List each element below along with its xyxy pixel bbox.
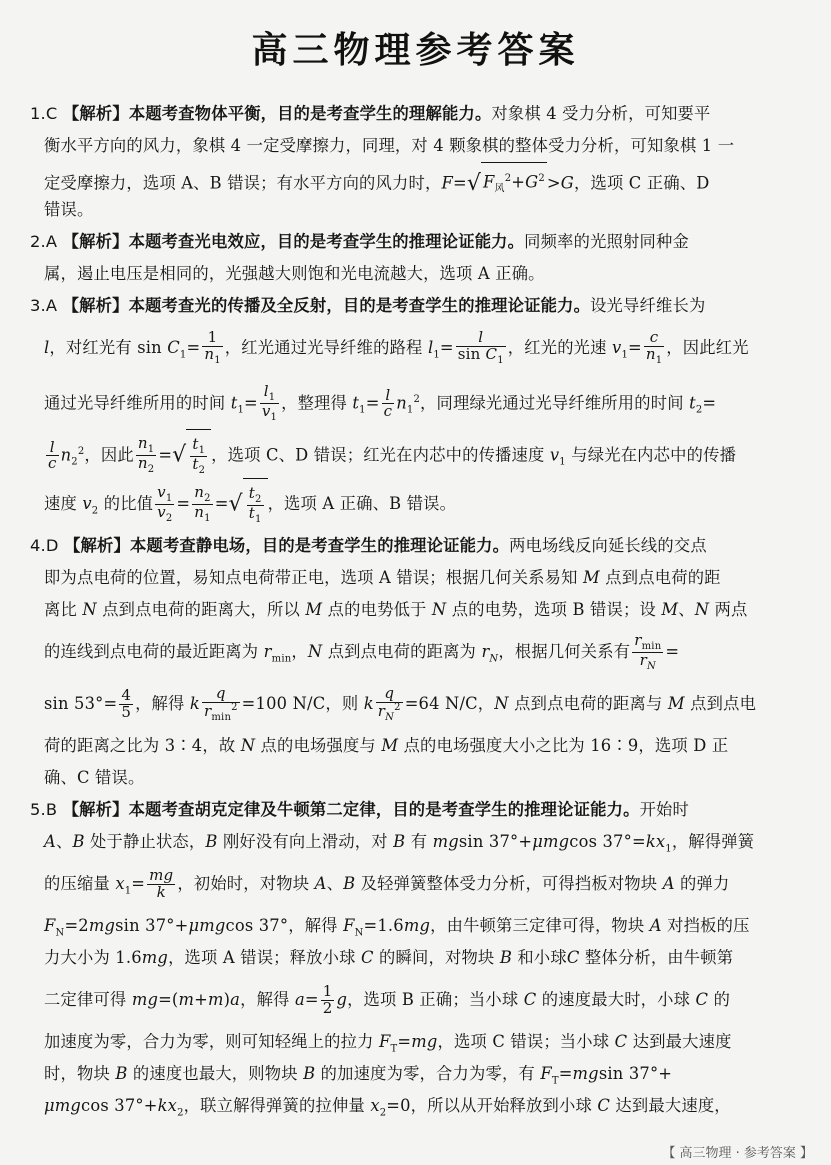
q4-line-4: 的连线到点电荷的最近距离为 $r_{min}$，N 点到点电荷的距离为 $r_N$，根据几何关系有 $\frac{r_{min}}{r_N}$ = — [44, 630, 680, 672]
q2-number: 2.A — [30, 232, 58, 251]
q4-fraction: $\frac{q}{r_N^2}$ — [377, 683, 401, 723]
page-title: 高三物理参考答案 — [251, 30, 580, 71]
q3-fraction: $\frac{l_1}{v_1}$ — [261, 381, 278, 424]
q3-fraction: $\frac{l}{c}$ — [383, 385, 393, 421]
q4-line-2: 即为点电荷的位置，易知点电荷带正电，选项 A 错误；根据几何关系易知 M 点到点电荷的距 — [44, 568, 721, 587]
q4-line-1: 4.D 【解析】本题考查静电场，目的是考查学生的推理论证能力。两电场线反向延长线的交点 — [30, 536, 707, 555]
q5-line-5: 力大小为 1.6mg，选项 A 错误；释放小球 C 的瞬间，对物块 B 和小球C 整体分析，由牛顿第 — [44, 948, 734, 967]
q4-fraction: $\frac{r_{min}}{r_N}$ — [634, 630, 662, 672]
q3-line-2: l，对红光有 $\sin C_1=$ $\frac{1}{n_1}$ ，红光通过光导纤维的路程 $l_1=$ $\frac{l}{\sin C_1}$ ，红光的光速 $v_1=$ $\frac{c}{n_1}$ ，因此红光 — [44, 328, 749, 367]
q4-line-3: 离比 N 点到点电荷的距离大，所以 M 点的电势低于 N 点的电势，选项 B 错误；设 M、N 两点 — [44, 600, 748, 619]
q1-line-1: 1.C 【解析】本题考查物体平衡，目的是考查学生的理解能力。对象棋 4 受力分析，可知要平 — [30, 104, 711, 123]
q1-line-2: 衡水平方向的风力，象棋 4 一定受摩擦力，同理，对 4 颗象棋的整体受力分析，可知象棋 1 一 — [44, 136, 735, 155]
q5-line-6: 二定律可得 mg=(m+m)a，解得 a= $\frac{1}{2}$ g，选项 B 正确；当小球 C 的速度最大时，小球 C 的 — [44, 982, 731, 1017]
q4-fraction: $\frac{q}{r_{min}^2}$ — [204, 683, 238, 723]
q2-analysis-tag: 【解析】本题考查光电效应，目的是考查学生的推理论证能力。 — [62, 232, 525, 251]
q1-number: 1.C — [30, 104, 58, 123]
q5-line-9: μmgcos $37^\circ+kx_2$，联立解得弹簧的拉伸量 $x_2=0$，所以从开始释放到小球 C 达到最大速度， — [44, 1096, 731, 1119]
q3-sqrt-formula: √ $\frac{t_1}{t_2}$ — [172, 429, 211, 482]
q5-fraction: $\frac{1}{2}$ — [322, 982, 333, 1017]
q3-fraction: $\frac{v_1}{v_2}$ — [157, 482, 173, 524]
q5-line-3: 的压缩量 $x_1=$ $\frac{mg}{k}$ ，初始时，对物块 A、B 及轻弹簧整体受力分析，可得挡板对物块 A 的弹力 — [44, 866, 730, 901]
q3-sqrt-formula: √ $\frac{t_2}{t_1}$ — [229, 478, 268, 531]
q3-fraction: $\frac{c}{n_1}$ — [645, 328, 663, 367]
q4-number: 4.D — [30, 536, 59, 555]
q3-line-4: $\frac{l}{c}$ $n_2^2$，因此 $\frac{n_1}{n_2}$ =√ $\frac{t_1}{t_2}$ ，选项 C、D 错误；红光在内芯中的传播速度 $v_1$ 与绿光在内芯中的传播 — [30, 426, 810, 478]
q3-fraction: $\frac{n_1}{n_2}$ — [137, 433, 155, 476]
answer-body — [30, 98, 810, 1122]
q2-line-1: 2.A 【解析】本题考查光电效应，目的是考查学生的推理论证能力。同频率的光照射同种金 — [30, 232, 689, 251]
q1-sqrt-formula: √ $F_风^2+G^2$ — [467, 162, 547, 206]
q4-line-7: 确、C 错误。 — [44, 768, 145, 787]
q1-line-4: 错误。 — [44, 200, 94, 219]
q3-fraction: $\frac{n_2}{n_1}$ — [194, 482, 211, 524]
q3-line-3: 通过光导纤维所用的时间 $t_1=$ $\frac{l_1}{v_1}$ ，整理得 $t_1=$ $\frac{l}{c}$ $n_1^2$，同理绿光通过光导纤维所用的时间 $t_2=$ — [44, 381, 717, 424]
q5-line-4: $F_N=2mgsin$ 37°+μmgcos 37°，解得 $F_N=1.6mg$，由牛顿第三定律可得，物块 A 对挡板的压 — [44, 916, 750, 939]
q5-line-2: A、B 处于静止状态，B 刚好没有向上滑动，对 B 有 mgsin 37°+μmgcos $37^\circ=kx_1$，解得弹簧 — [44, 832, 755, 855]
q5-line-7: 加速度为零，合力为零，则可知轻绳上的拉力 $F_T=mg$，选项 C 错误；当小球 C 达到最大速度 — [44, 1032, 732, 1055]
q3-fraction: $\frac{l}{c}$ — [48, 437, 57, 473]
q1-analysis-tag: 【解析】本题考查物体平衡，目的是考查学生的理解能力。 — [62, 104, 492, 123]
q3-analysis-tag: 【解析】本题考查光的传播及全反射，目的是考查学生的推理论证能力。 — [62, 296, 591, 315]
q4-line-5: sin 53°= $\frac{4}{5}$ ，解得 k $\frac{q}{r_{min}^2}$ =100 N/C，则 k $\frac{q}{r_N^2}$ =64 N/C，N 点到点电荷的距离与 M 点到点电 — [44, 683, 757, 723]
q4-fraction: $\frac{4}{5}$ — [121, 686, 132, 721]
q3-line-5: 速度 $v_2$ 的比值 $\frac{v_1}{v_2}$ = $\frac{n_2}{n_1}$ =√ $\frac{t_2}{t_1}$ ，选项 A 正确、B 错误。 — [30, 478, 810, 530]
q1-line-3: 定受摩擦力，选项 A、B 错误；有水平方向的风力时，F=√ $F_风^2+G^2 >G$，选项 C 正确、D — [30, 162, 810, 194]
q3-fraction: $\frac{1}{n_1}$ — [204, 328, 221, 367]
q5-line-8: 时，物块 B 的速度也最大，则物块 B 的加速度为零，合力为零，有 $F_T=mgsin$ 37°+ — [44, 1064, 673, 1087]
page-footer: 【 高三物理 · 参考答案 】 — [662, 1146, 813, 1161]
q3-line-1: 3.A 【解析】本题考查光的传播及全反射，目的是考查学生的推理论证能力。设光导纤维长为 — [30, 296, 706, 315]
q3-fraction: $\frac{l}{\sin C_1}$ — [457, 328, 504, 367]
q2-line-2: 属，遏止电压是相同的，光强越大则饱和光电流越大，选项 A 正确。 — [44, 264, 545, 283]
q5-number: 5.B — [30, 800, 58, 819]
q4-line-6: 荷的距离之比为 3∶4，故 N 点的电场强度与 M 点的电场强度大小之比为 16∶9，选项 D 正 — [44, 736, 729, 755]
q4-analysis-tag: 【解析】本题考查静电场，目的是考查学生的推理论证能力。 — [64, 536, 510, 555]
q3-number: 3.A — [30, 296, 58, 315]
q5-line-1: 5.B 【解析】本题考查胡克定律及牛顿第二定律，目的是考查学生的推理论证能力。开始时 — [30, 800, 690, 819]
q5-analysis-tag: 【解析】本题考查胡克定律及牛顿第二定律，目的是考查学生的推理论证能力。 — [62, 800, 640, 819]
q5-fraction: $\frac{mg}{k}$ — [149, 866, 174, 901]
